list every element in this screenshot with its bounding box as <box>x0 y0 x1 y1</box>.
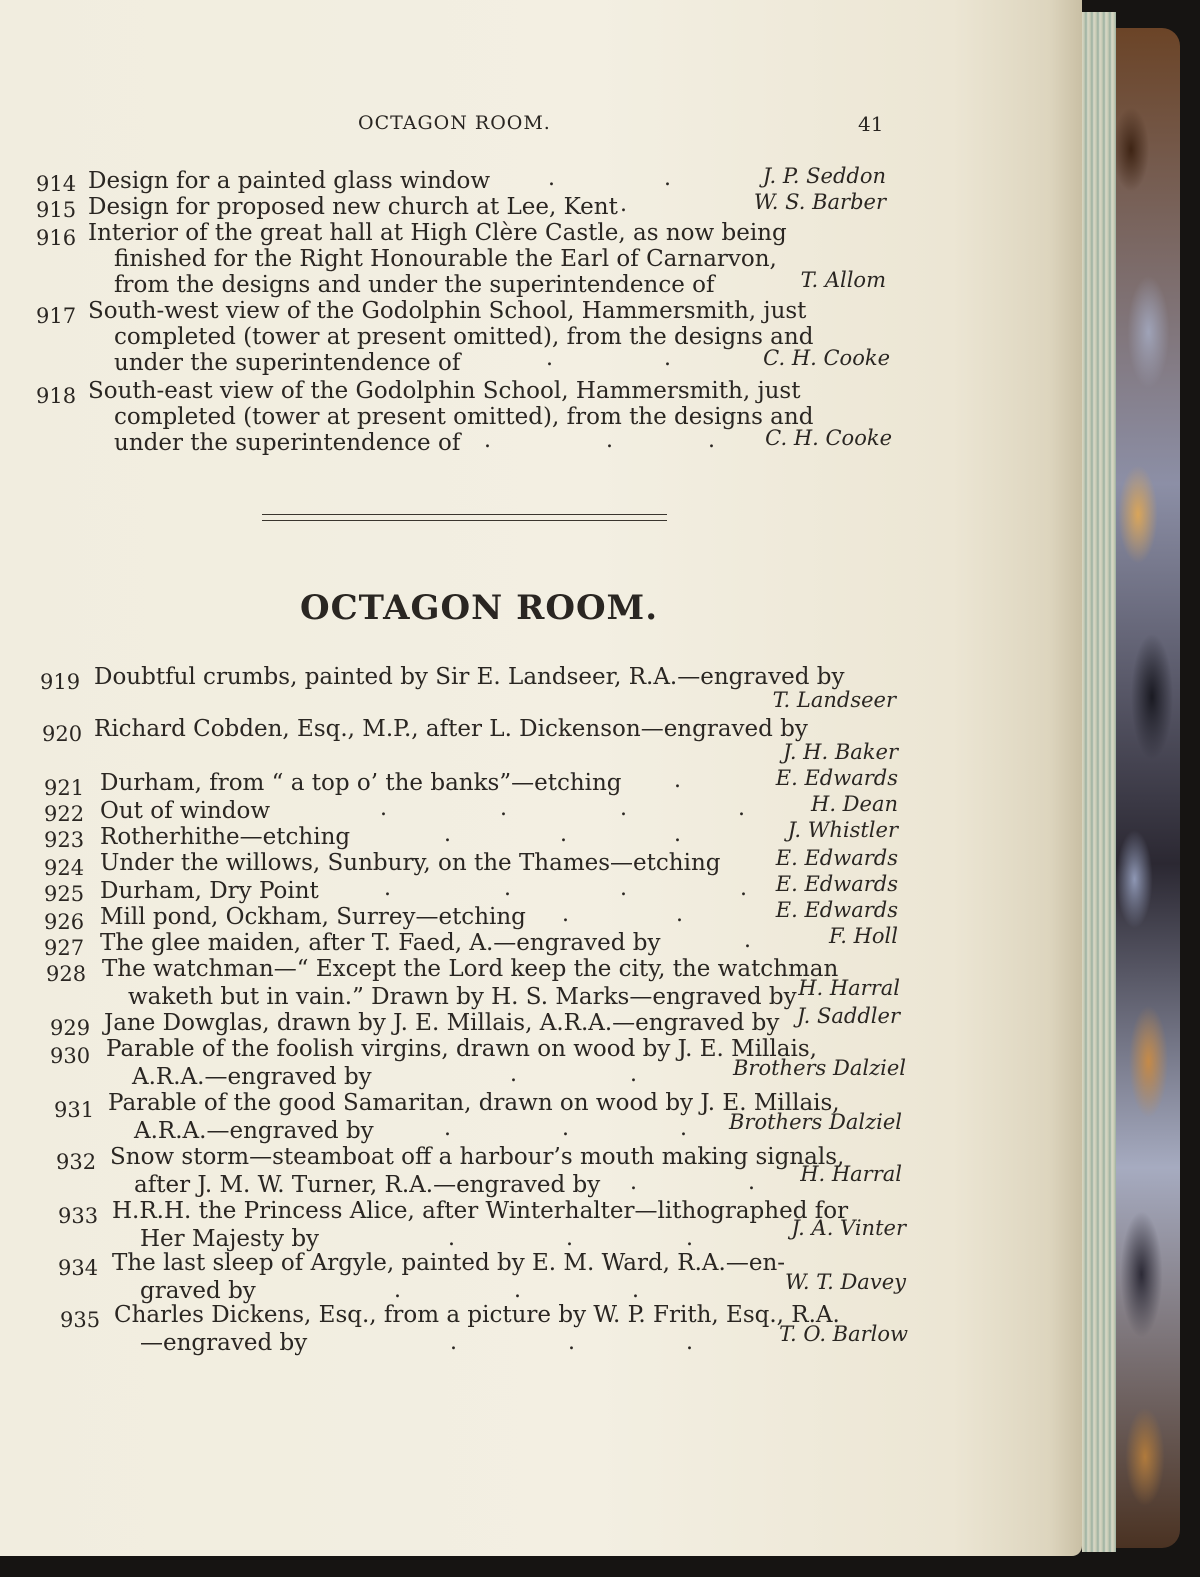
leader-dot: . <box>686 1226 693 1251</box>
catalogue-number: 920 <box>42 722 83 746</box>
entry-title-line: South-west view of the Godolphin School, Hammersmith, just <box>88 298 807 324</box>
leader-dot: . <box>744 928 751 953</box>
entry-title: Richard Cobden, Esq., M.P., after L. Dickenson—engraved by <box>94 716 808 742</box>
leader-dot: . <box>562 1116 569 1141</box>
catalogue-number: 924 <box>44 856 85 880</box>
catalogue-number: 932 <box>56 1150 97 1174</box>
entry-artist: T. O. Barlow <box>779 1322 908 1346</box>
entry-title-line: graved by <box>140 1278 256 1304</box>
catalogue-number: 921 <box>44 776 85 800</box>
entry-artist: E. Edwards <box>775 872 898 896</box>
entry-artist: E. Edwards <box>775 766 898 790</box>
leader-dot: . <box>620 876 627 901</box>
entry-title-line: A.R.A.—engraved by <box>134 1118 374 1144</box>
entry-title-line: waketh but in vain.” Drawn by H. S. Marks—engraved by <box>128 984 797 1010</box>
entry-title-line: A.R.A.—engraved by <box>132 1064 372 1090</box>
entry-title-line: completed (tower at present omitted), from the designs and <box>114 324 814 350</box>
catalogue-number: 923 <box>44 828 85 852</box>
entry-artist: J. P. Seddon <box>762 164 886 188</box>
leader-dot: . <box>674 768 681 793</box>
catalogue-number: 926 <box>44 910 85 934</box>
leader-dot: . <box>680 1116 687 1141</box>
leader-dot: . <box>674 822 681 847</box>
entry-artist: F. Holl <box>828 924 898 948</box>
entry-title-line: Charles Dickens, Esq., from a picture by W. P. Frith, Esq., R.A. <box>114 1302 840 1328</box>
catalogue-number: 925 <box>44 882 85 906</box>
catalogue-number: 915 <box>36 198 77 222</box>
leader-dot: . <box>504 876 511 901</box>
catalogue-number: 916 <box>36 226 77 250</box>
section-divider-rule <box>262 514 667 515</box>
leader-dot: . <box>606 428 613 453</box>
section-heading: OCTAGON ROOM. <box>300 588 659 628</box>
entry-title: The glee maiden, after T. Faed, A.—engraved by <box>100 930 661 956</box>
entry-title-line: Interior of the great hall at High Clère Castle, as now being <box>88 220 787 246</box>
page-number: 41 <box>858 112 884 136</box>
entry-artist: H. Harral <box>798 976 900 1000</box>
catalogue-number: 919 <box>40 670 81 694</box>
leader-dot: . <box>740 876 747 901</box>
leader-dot: . <box>738 796 745 821</box>
entry-artist: W. T. Davey <box>784 1270 906 1294</box>
catalogue-number: 933 <box>58 1204 99 1228</box>
entry-title-line: under the superintendence of <box>114 430 461 456</box>
leader-dot: . <box>676 902 683 927</box>
leader-dot: . <box>380 796 387 821</box>
leader-dot: . <box>546 346 553 371</box>
catalogue-number: 927 <box>44 936 85 960</box>
catalogue-number: 917 <box>36 304 77 328</box>
section-divider-rule <box>262 520 667 521</box>
catalogue-number: 929 <box>50 1016 91 1040</box>
leader-dot: . <box>562 902 569 927</box>
entry-title: Design for a painted glass window <box>88 168 491 194</box>
entry-title: Design for proposed new church at Lee, Kent <box>88 194 618 220</box>
entry-title-line: —engraved by <box>140 1330 308 1356</box>
catalogue-number: 930 <box>50 1044 91 1068</box>
entry-artist: J. A. Vinter <box>791 1216 906 1240</box>
leader-dot: . <box>450 1330 457 1355</box>
entry-artist: E. Edwards <box>775 846 898 870</box>
entry-artist: C. H. Cooke <box>763 346 890 370</box>
entry-title-line: The last sleep of Argyle, painted by E. M. Ward, R.A.—en- <box>112 1250 786 1276</box>
entry-title: Durham, from “ a top o’ the banks”—etching <box>100 770 622 796</box>
leader-dot: . <box>510 1062 517 1087</box>
entry-artist: W. S. Barber <box>753 190 886 214</box>
leader-dot: . <box>566 1226 573 1251</box>
leader-dot: . <box>630 1170 637 1195</box>
leader-dot: . <box>444 1116 451 1141</box>
catalogue-number: 922 <box>44 802 85 826</box>
entry-artist: Brothers Dalziel <box>733 1056 906 1080</box>
entry-title-line: Snow storm—steamboat off a harbour’s mouth making signals, <box>110 1144 845 1170</box>
entry-title: Rotherhithe—etching <box>100 824 351 850</box>
catalogue-number: 931 <box>54 1098 95 1122</box>
leader-dot: . <box>500 796 507 821</box>
entry-artist: C. H. Cooke <box>765 426 892 450</box>
entry-title: Jane Dowglas, drawn by J. E. Millais, A.R.A.—engraved by <box>104 1010 780 1036</box>
entry-artist: Brothers Dalziel <box>729 1110 902 1134</box>
leader-dot: . <box>560 822 567 847</box>
leader-dot: . <box>664 346 671 371</box>
leader-dot: . <box>664 166 671 191</box>
entry-title-line: South-east view of the Godolphin School, Hammersmith, just <box>88 378 801 404</box>
catalogue-number: 935 <box>60 1308 101 1332</box>
entry-title: Under the willows, Sunbury, on the Thames—etching <box>100 850 721 876</box>
catalogue-number: 934 <box>58 1256 99 1280</box>
leader-dot: . <box>484 428 491 453</box>
entry-title-line: The watchman—“ Except the Lord keep the city, the watchman <box>102 956 839 982</box>
entry-artist: T. Allom <box>800 268 886 292</box>
leader-dot: . <box>748 1170 755 1195</box>
entry-artist: H. Dean <box>811 792 898 816</box>
leader-dot: . <box>630 1062 637 1087</box>
leader-dot: . <box>632 1278 639 1303</box>
entry-title: Durham, Dry Point <box>100 878 319 904</box>
entry-title-line: completed (tower at present omitted), from the designs and <box>114 404 814 430</box>
catalogue-number: 914 <box>36 172 77 196</box>
entry-title-line: Her Majesty by <box>140 1226 320 1252</box>
leader-dot: . <box>448 1226 455 1251</box>
leader-dot: . <box>548 166 555 191</box>
leader-dot: . <box>394 1278 401 1303</box>
entry-artist: E. Edwards <box>775 898 898 922</box>
leader-dot: . <box>384 876 391 901</box>
running-title: OCTAGON ROOM. <box>358 112 551 134</box>
entry-title: Mill pond, Ockham, Surrey—etching <box>100 904 526 930</box>
entry-artist: J. Whistler <box>787 818 898 842</box>
entry-artist: H. Harral <box>800 1162 902 1186</box>
entry-title-line: finished for the Right Honourable the Earl of Carnarvon, <box>114 246 777 272</box>
entry-artist: J. Saddler <box>796 1004 900 1028</box>
entry-title-line: Parable of the foolish virgins, drawn on wood by J. E. Millais, <box>106 1036 817 1062</box>
leader-dot: . <box>686 1330 693 1355</box>
entry-title: Out of window <box>100 798 271 824</box>
leader-dot: . <box>708 428 715 453</box>
entry-artist: T. Landseer <box>772 688 896 712</box>
entry-title-line: after J. M. W. Turner, R.A.—engraved by <box>134 1172 601 1198</box>
leader-dot: . <box>620 192 627 217</box>
catalogue-number: 928 <box>46 962 87 986</box>
leader-dot: . <box>568 1330 575 1355</box>
leader-dot: . <box>514 1278 521 1303</box>
entry-title-line: from the designs and under the superintendence of <box>114 272 715 298</box>
entry-title-line: H.R.H. the Princess Alice, after Winterhalter—lithographed for <box>112 1198 849 1224</box>
catalogue-number: 918 <box>36 384 77 408</box>
leader-dot: . <box>444 822 451 847</box>
entry-title-line: Parable of the good Samaritan, drawn on wood by J. E. Millais, <box>108 1090 840 1116</box>
entry-artist: J. H. Baker <box>783 740 898 764</box>
page-block-edge <box>1082 12 1116 1552</box>
marbled-edge <box>1110 28 1180 1548</box>
leader-dot: . <box>620 796 627 821</box>
entry-title: Doubtful crumbs, painted by Sir E. Landseer, R.A.—engraved by <box>94 664 845 690</box>
entry-title-line: under the superintendence of <box>114 350 461 376</box>
